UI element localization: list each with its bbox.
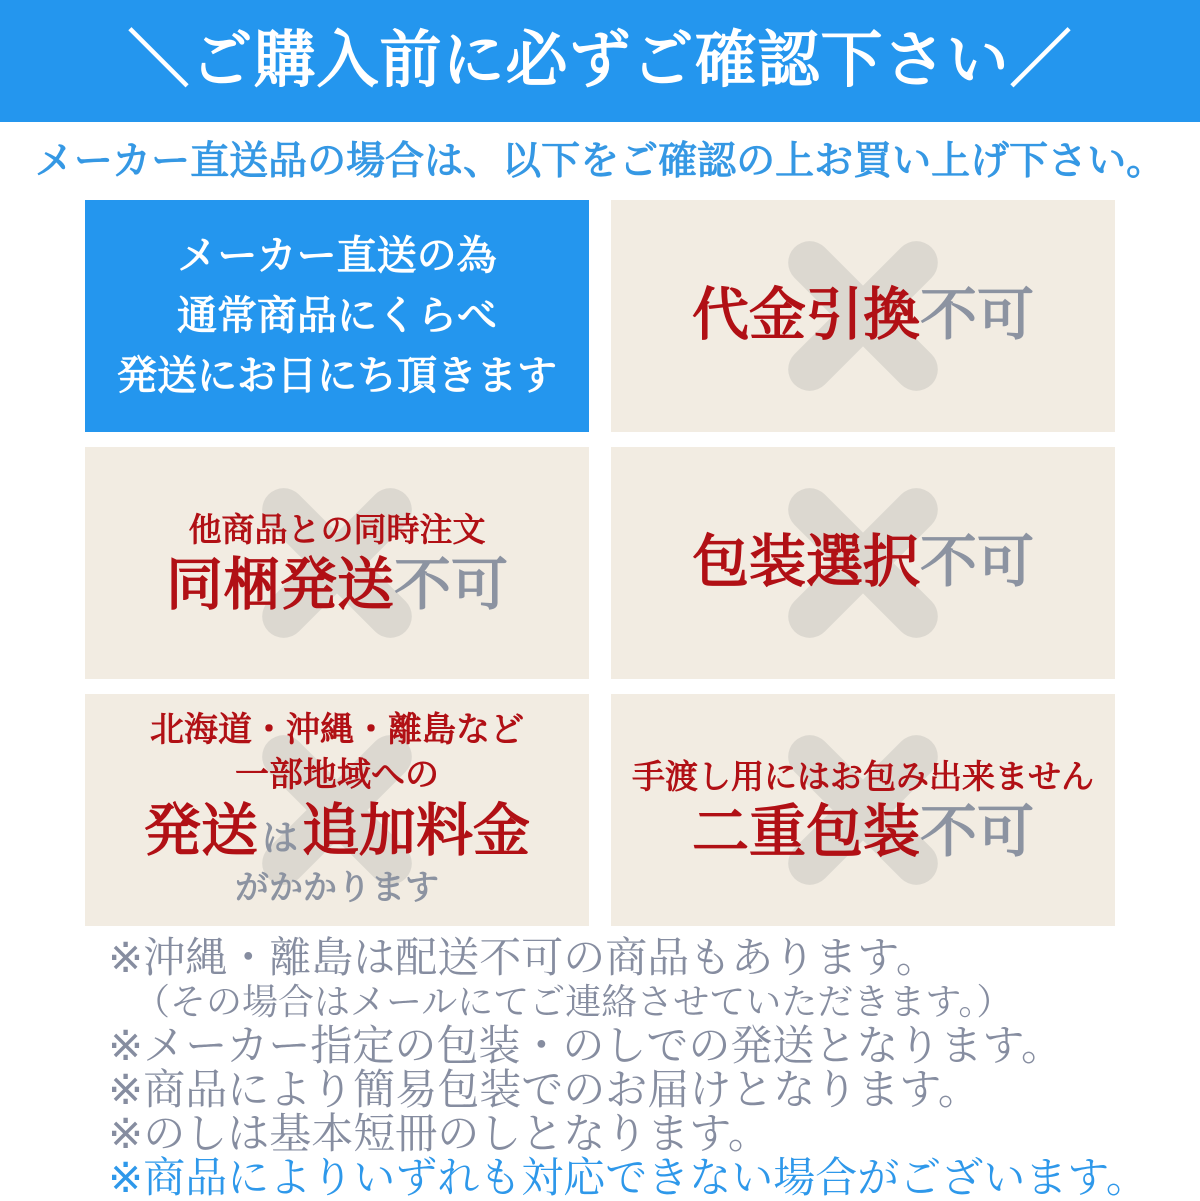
cod-label: 代金引換 [692,283,920,348]
not-available-label: 不可 [920,799,1034,864]
not-available-label: 不可 [920,283,1034,348]
direct-shipping-line: 発送にお日にち頂きます [117,354,557,398]
header-band [0,0,1200,122]
extra-fee-label: 追加料金 [302,799,530,864]
wrapping-selection-label: 包装選択 [692,530,920,595]
page-title: ＼ご購入前に必ずご確認下さい／ [127,26,1073,95]
not-available-label: 不可 [394,552,508,617]
note-line-highlight: ※商品によりいずれも対応できない場合がございます。 [108,1154,1148,1201]
box-bundled-shipping [85,447,589,679]
box-cash-on-delivery [611,200,1115,432]
footnotes [108,936,1200,1200]
direct-shipping-line: 通常商品にくらべ [177,294,497,338]
box-remote-area-shipping [85,694,589,926]
note-line: ※メーカー指定の包装・のしでの発送となります。 [108,1022,1063,1069]
double-wrapping-subtext: 手渡し用にはお包み出来ません [632,757,1094,795]
note-line: ※商品により簡易包装でのお届けとなります。 [108,1066,980,1113]
bundled-shipping-subtext: 他商品との同時注文 [188,510,486,548]
box-double-wrapping [611,694,1115,926]
subtitle-row [0,122,1200,200]
remote-area-line2: 一部地域への [234,756,439,795]
bundled-shipping-label: 同梱発送 [166,552,394,617]
direct-shipping-line: メーカー直送の為 [177,234,497,278]
notice-grid [85,200,1115,926]
not-available-label: 不可 [920,530,1034,595]
double-wrapping-label: 二重包装 [692,799,920,864]
box-direct-shipping-notice [85,200,589,432]
box-wrapping-selection [611,447,1115,679]
remote-area-line-bottom: がかかります [234,868,439,907]
note-line: ※のしは基本短冊のしとなります。 [108,1110,770,1157]
shipping-label: 発送 [143,799,258,864]
remote-area-line1: 北海道・沖縄・離島など [149,710,524,749]
note-line: （その場合はメールにてご連絡させていただきます。） [134,981,1013,1022]
note-line: ※沖縄・離島は配送不可の商品もあります。 [108,934,938,981]
subtitle-text: メーカー直送品の場合は、以下をご確認の上お買い上げ下さい。 [34,139,1166,183]
particle-label: は [261,817,298,859]
